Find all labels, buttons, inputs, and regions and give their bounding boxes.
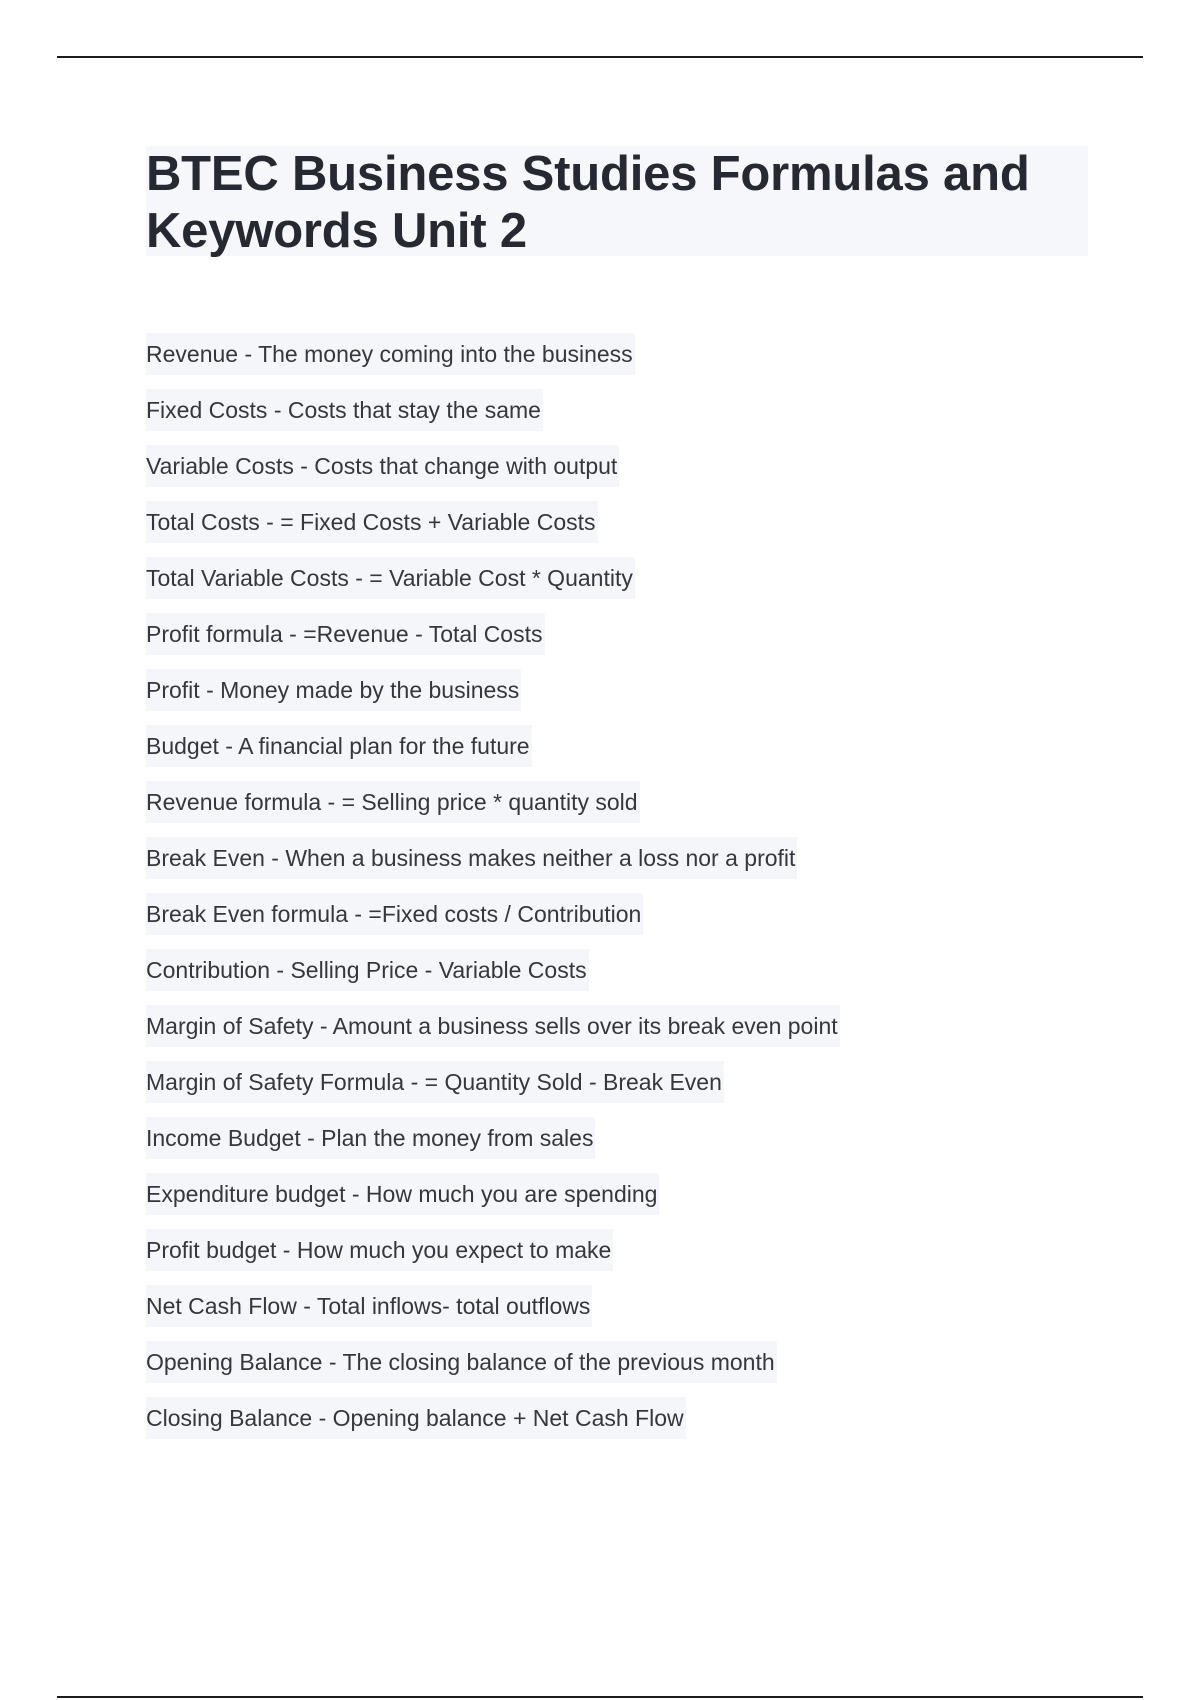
entry-text: Profit - Money made by the business xyxy=(146,669,521,711)
entry-text: Margin of Safety Formula - = Quantity Sold - Break Even xyxy=(146,1061,724,1103)
list-item xyxy=(146,1173,1046,1229)
list-item xyxy=(146,725,1046,781)
entry-text: Total Variable Costs - = Variable Cost * Quantity xyxy=(146,557,635,599)
list-item xyxy=(146,669,1046,725)
entry-text: Break Even - When a business makes neither a loss nor a profit xyxy=(146,837,797,879)
keyword-list xyxy=(146,333,1046,1453)
list-item xyxy=(146,1397,1046,1453)
entry-text: Expenditure budget - How much you are spending xyxy=(146,1173,659,1215)
entry-text: Profit budget - How much you expect to make xyxy=(146,1229,613,1271)
entry-text: Budget - A financial plan for the future xyxy=(146,725,532,767)
entry-text: Break Even formula - =Fixed costs / Contribution xyxy=(146,893,643,935)
entry-text: Fixed Costs - Costs that stay the same xyxy=(146,389,543,431)
list-item xyxy=(146,1341,1046,1397)
list-item xyxy=(146,1061,1046,1117)
entry-text: Opening Balance - The closing balance of the previous month xyxy=(146,1341,777,1383)
list-item xyxy=(146,613,1046,669)
list-item xyxy=(146,893,1046,949)
entry-text: Closing Balance - Opening balance + Net Cash Flow xyxy=(146,1397,686,1439)
list-item xyxy=(146,501,1046,557)
title-block xyxy=(146,146,1088,256)
list-item xyxy=(146,781,1046,837)
list-item xyxy=(146,333,1046,389)
list-item xyxy=(146,1285,1046,1341)
entry-text: Total Costs - = Fixed Costs + Variable Costs xyxy=(146,501,598,543)
bottom-divider xyxy=(57,1696,1143,1698)
document-title: BTEC Business Studies Formulas and Keywords Unit 2 xyxy=(146,147,1030,258)
entry-text: Variable Costs - Costs that change with output xyxy=(146,445,619,487)
entry-text: Income Budget - Plan the money from sales xyxy=(146,1117,595,1159)
list-item xyxy=(146,1005,1046,1061)
list-item xyxy=(146,1229,1046,1285)
list-item xyxy=(146,949,1046,1005)
list-item xyxy=(146,1117,1046,1173)
entry-text: Contribution - Selling Price - Variable Costs xyxy=(146,949,589,991)
entry-text: Margin of Safety - Amount a business sells over its break even point xyxy=(146,1005,840,1047)
list-item xyxy=(146,389,1046,445)
list-item xyxy=(146,557,1046,613)
entry-text: Profit formula - =Revenue - Total Costs xyxy=(146,613,545,655)
top-divider xyxy=(57,56,1143,58)
entry-text: Net Cash Flow - Total inflows- total outflows xyxy=(146,1285,592,1327)
list-item xyxy=(146,837,1046,893)
entry-text: Revenue - The money coming into the business xyxy=(146,333,635,375)
list-item xyxy=(146,445,1046,501)
entry-text: Revenue formula - = Selling price * quantity sold xyxy=(146,781,640,823)
